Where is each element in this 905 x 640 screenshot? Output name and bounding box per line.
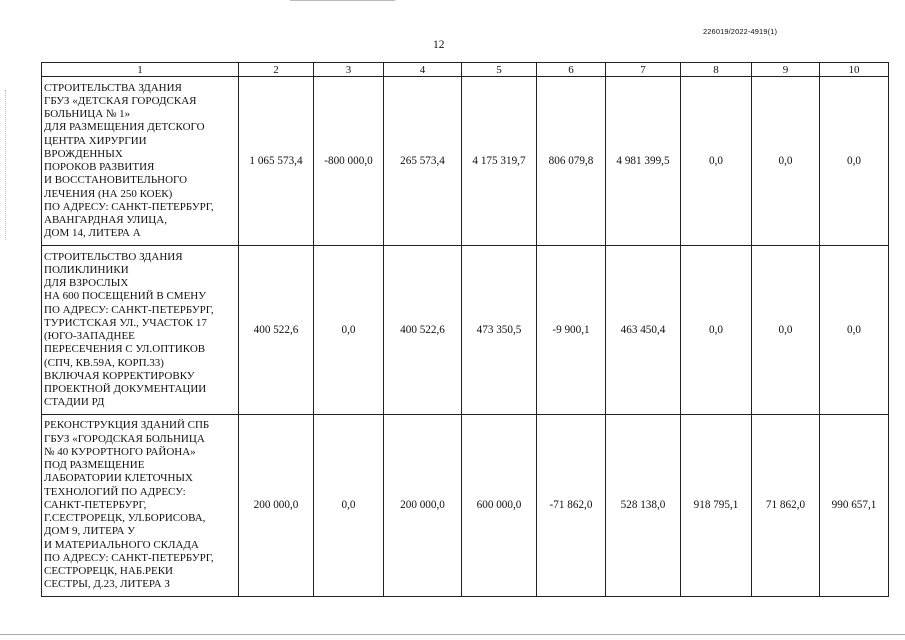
value-cell: 473 350,5 <box>462 246 537 415</box>
value-cell: -71 862,0 <box>537 415 606 597</box>
value-cell: -800 000,0 <box>314 77 384 246</box>
object-name-cell: СТРОИТЕЛЬСТВО ЗДАНИЯ ПОЛИКЛИНИКИ ДЛЯ ВЗРОСЛЫХ НА 600 ПОСЕЩЕНИЙ В СМЕНУ ПО АДРЕСУ: САНКТ-ПЕТЕРБУРГ, ТУРИСТСКАЯ УЛ., УЧАСТОК 17 (ЮГО-ЗАПАДНЕЕ ПЕРЕСЕЧЕНИЯ С УЛ.ОПТИКОВ (СПЧ, КВ.59А, КОРП.33) ВКЛЮЧАЯ КОРРЕКТИРОВКУ ПРОЕКТНОЙ ДОКУМЕНТАЦИИ СТАДИИ РД <box>42 246 239 415</box>
value-cell: 1 065 573,4 <box>239 77 314 246</box>
value-cell: 528 138,0 <box>606 415 681 597</box>
table-row <box>42 415 889 597</box>
document-code: 226019/2022-4919(1) <box>703 27 778 36</box>
value-cell: 265 573,4 <box>384 77 462 246</box>
budget-table <box>41 62 889 597</box>
page-number: 12 <box>433 39 445 51</box>
table-header-row <box>42 63 889 77</box>
column-header: 9 <box>752 63 820 77</box>
value-cell: 0,0 <box>752 246 820 415</box>
value-cell: 0,0 <box>681 246 752 415</box>
table-row <box>42 77 889 246</box>
column-header: 6 <box>537 63 606 77</box>
column-header: 4 <box>384 63 462 77</box>
value-cell: 0,0 <box>820 246 889 415</box>
value-cell: 990 657,1 <box>820 415 889 597</box>
value-cell: 4 175 319,7 <box>462 77 537 246</box>
column-header: 8 <box>681 63 752 77</box>
top-edge-line <box>290 0 395 1</box>
bottom-edge-line <box>0 634 905 635</box>
value-cell: 806 079,8 <box>537 77 606 246</box>
value-cell: 0,0 <box>681 77 752 246</box>
value-cell: 400 522,6 <box>239 246 314 415</box>
value-cell: 0,0 <box>820 77 889 246</box>
column-header: 3 <box>314 63 384 77</box>
value-cell: 400 522,6 <box>384 246 462 415</box>
column-header: 2 <box>239 63 314 77</box>
value-cell: 918 795,1 <box>681 415 752 597</box>
column-header: 1 <box>42 63 239 77</box>
value-cell: 600 000,0 <box>462 415 537 597</box>
table-row <box>42 246 889 415</box>
value-cell: 71 862,0 <box>752 415 820 597</box>
value-cell: 4 981 399,5 <box>606 77 681 246</box>
object-name-cell: СТРОИТЕЛЬСТВА ЗДАНИЯ ГБУЗ «ДЕТСКАЯ ГОРОДСКАЯ БОЛЬНИЦА № 1» ДЛЯ РАЗМЕЩЕНИЯ ДЕТСКОГО ЦЕНТРА ХИРУРГИИ ВРОЖДЕННЫХ ПОРОКОВ РАЗВИТИЯ И ВОССТАНОВИТЕЛЬНОГО ЛЕЧЕНИЯ (НА 250 КОЕК) ПО АДРЕСУ: САНКТ-ПЕТЕРБУРГ, АВАНГАРДНАЯ УЛИЦА, ДОМ 14, ЛИТЕРА А <box>42 77 239 246</box>
value-cell: 0,0 <box>314 415 384 597</box>
column-header: 10 <box>820 63 889 77</box>
value-cell: 0,0 <box>314 246 384 415</box>
value-cell: -9 900,1 <box>537 246 606 415</box>
column-header: 7 <box>606 63 681 77</box>
value-cell: 200 000,0 <box>384 415 462 597</box>
object-name-cell: РЕКОНСТРУКЦИЯ ЗДАНИЙ СПБ ГБУЗ «ГОРОДСКАЯ БОЛЬНИЦА № 40 КУРОРТНОГО РАЙОНА» ПОД РАЗМЕЩЕНИЕ ЛАБОРАТОРИИ КЛЕТОЧНЫХ ТЕХНОЛОГИЙ ПО АДРЕСУ: САНКТ-ПЕТЕРБУРГ, Г.СЕСТРОРЕЦК, УЛ.БОРИСОВА, ДОМ 9, ЛИТЕРА У И МАТЕРИАЛЬНОГО СКЛАДА ПО АДРЕСУ: САНКТ-ПЕТЕРБУРГ, СЕСТРОРЕЦК, НАБ.РЕКИ СЕСТРЫ, Д.23, ЛИТЕРА З <box>42 415 239 597</box>
value-cell: 0,0 <box>752 77 820 246</box>
value-cell: 463 450,4 <box>606 246 681 415</box>
value-cell: 200 000,0 <box>239 415 314 597</box>
margin-marks <box>5 90 7 240</box>
column-header: 5 <box>462 63 537 77</box>
